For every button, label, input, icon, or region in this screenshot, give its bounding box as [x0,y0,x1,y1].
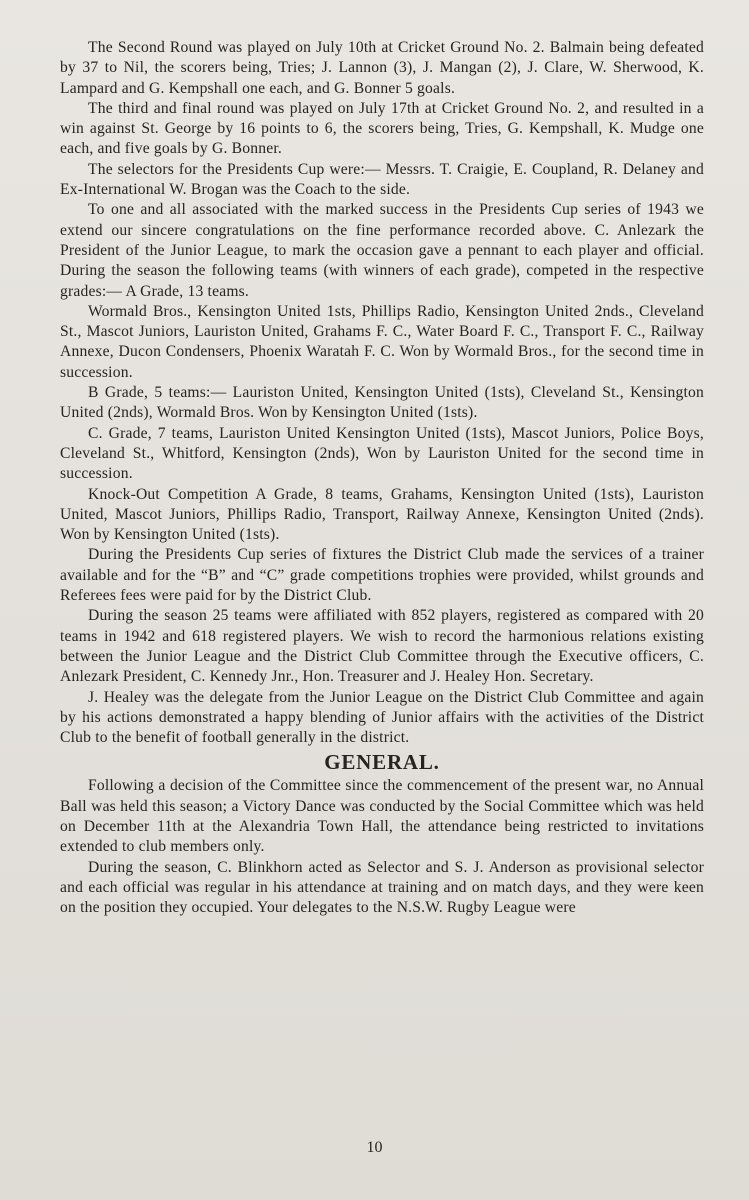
section-heading: GENERAL. [324,750,440,775]
paragraph: The Second Round was played on July 10th at Cricket Ground No. 2. Balmain being defeated by 37 to Nil, the scorers being, Tries; J. Lannon (3), J. Mangan (2), J. Clare, W. Sherwood, K. Lampard and G. Kempshall one each, and G. Bonner 5 goals. [60,39,704,97]
paragraph: The third and final round was played on July 17th at Cricket Ground No. 2, and resulted in a win against St. George by 16 points to 6, the scorers being, Tries, G. Kempshall, K. Mudge one each, and five goals by G. Bonner. [60,99,704,158]
paragraph: Wormald Bros., Kensington United 1sts, Phillips Radio, Kensington United 2nds., Cleveland St., Mascot Juniors, Lauriston United, Grahams F. C., Water Board F. C., Transport F. C., Railway Annexe, Ducon Condensers, Phoenix Waratah F. C. Won by Wormald Bros., for the second time in succession. [60,302,704,381]
paragraph: During the Presidents Cup series of fixtures the District Club made the services of a trainer available and for the “B” and “C” grade competitions trophies were provided, whilst grounds and Referees fees were paid for by the District Club. [60,546,704,605]
paragraph: C. Grade, 7 teams, Lauriston United Kensington United (1sts), Mascot Juniors, Police Boys, Cleveland St., Whitford, Kensington (2nds), Won by Lauriston United for the second time in succession. [60,424,704,483]
paragraph: Following a decision of the Committee since the commencement of the present war, no Annual Ball was held this season; a Victory Dance was conducted by the Social Committee which was held on December 11th at the Alexandria Town Hall, the attendance being restricted to invitations extended to club members only. [60,777,704,856]
paragraph: J. Healey was the delegate from the Junior League on the District Club Committee and again by his actions demonstrated a happy blending of Junior affairs with the activities of the District Club to the benefit of football generally in the district. [60,688,704,747]
page-number: 10 [366,1139,383,1156]
paragraph: Knock-Out Competition A Grade, 8 teams, Grahams, Kensington United (1sts), Lauriston United, Mascot Juniors, Phillips Radio, Transport, Railway Annexe, Kensington United (2nds). Won by Kensington United (1sts). [60,485,704,544]
paragraph: During the season, C. Blinkhorn acted as Selector and S. J. Anderson as provisional selector and each official was regular in his attendance at training and on match days, and they were keen on the position they occupied. Your delegates to the N.S.W. Rugby League were [60,858,704,917]
paragraph: The selectors for the Presidents Cup were:— Messrs. T. Craigie, E. Coupland, R. Delaney and Ex-International W. Brogan was the Coach to the side. [60,160,704,199]
paragraph: During the season 25 teams were affiliated with 852 players, registered as compared with 20 teams in 1942 and 618 registered players. We wish to record the harmonious relations existing between the Junior League and the District Club Committee through the Executive officers, C. Anlezark President, C. Kennedy Jnr., Hon. Treasurer and J. Healey Hon. Secretary. [60,607,704,686]
body-text [60,38,704,918]
paragraph: To one and all associated with the marked success in the Presidents Cup series of 1943 we extend our sincere congratulations on the fine performance recorded above. C. Anlezark the President of the Junior League, to mark the occasion gave a pennant to each player and official. During the season the following teams (with winners of each grade), competed in the respective grades:— A Grade, 13 teams. [60,201,704,300]
paragraph: B Grade, 5 teams:— Lauriston United, Kensington United (1sts), Cleveland St., Kensington United (2nds), Wormald Bros. Won by Kensington United (1sts). [60,384,704,422]
